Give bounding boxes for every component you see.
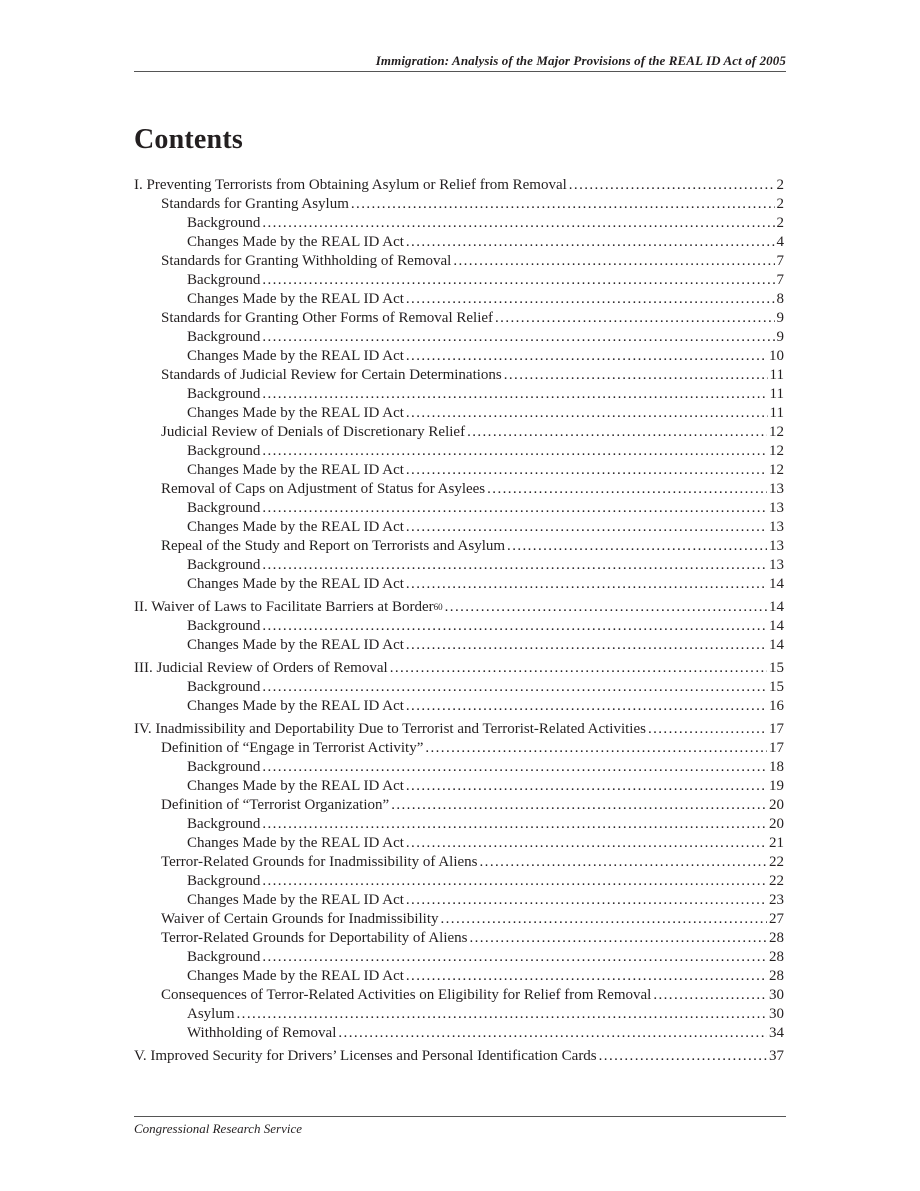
dot-leader <box>262 385 767 404</box>
toc-entry[interactable] <box>134 910 784 929</box>
dot-leader <box>648 720 767 739</box>
toc-entry-label: Changes Made by the REAL ID Act <box>187 698 404 714</box>
toc-entry-page: 13 <box>769 519 784 535</box>
toc-entry[interactable] <box>134 948 784 967</box>
footer-rule <box>134 1116 786 1117</box>
page-title: Contents <box>134 124 243 155</box>
toc-entry-label: III. Judicial Review of Orders of Removal <box>134 660 388 676</box>
toc-entry-label: Changes Made by the REAL ID Act <box>187 462 404 478</box>
toc-entry-page: 20 <box>769 797 784 813</box>
dot-leader <box>406 347 767 366</box>
toc-entry-page: 27 <box>769 911 784 927</box>
toc-entry-page: 7 <box>776 253 784 269</box>
dot-leader <box>406 518 767 537</box>
toc-entry[interactable] <box>134 796 784 815</box>
dot-leader <box>406 233 775 252</box>
dot-leader <box>406 697 767 716</box>
toc-entry-label: Terror-Related Grounds for Inadmissibility of Aliens <box>161 854 478 870</box>
toc-entry[interactable] <box>134 366 784 385</box>
toc-entry-page: 9 <box>776 310 784 326</box>
toc-entry[interactable] <box>134 986 784 1005</box>
toc-entry[interactable] <box>134 967 784 986</box>
toc-entry-page: 12 <box>769 462 784 478</box>
toc-entry-page: 12 <box>769 443 784 459</box>
toc-entry[interactable]: II. Waiver of Laws to Facilitate Barriers at Border $^{60}$ ..... 14 <box>134 598 784 617</box>
toc-entry-label: Removal of Caps on Adjustment of Status for Asylees <box>161 481 486 497</box>
toc-entry-label: Changes Made by the REAL ID Act <box>187 234 404 250</box>
toc-entry-page: 12 <box>769 424 784 440</box>
toc-entry-page: 28 <box>769 930 784 946</box>
toc-entry[interactable] <box>134 678 784 697</box>
header-rule <box>134 71 786 72</box>
dot-leader <box>262 758 767 777</box>
toc-entry[interactable] <box>134 556 784 575</box>
toc-entry-label: Background <box>187 272 261 288</box>
toc-entry-page: 11 <box>769 405 784 421</box>
dot-leader <box>653 986 767 1005</box>
toc-entry-page: 30 <box>769 987 784 1003</box>
toc-entry[interactable] <box>134 385 784 404</box>
toc-entry-page: 13 <box>769 481 784 497</box>
toc-entry-page: 4 <box>776 234 784 250</box>
dot-leader <box>262 948 767 967</box>
toc-entry-page: 22 <box>769 854 784 870</box>
toc-entry-label: Standards for Granting Withholding of Removal <box>161 253 452 269</box>
toc-entry-label: Repeal of the Study and Report on Terrorists and Asylum <box>161 538 506 554</box>
toc-entry-label: Background <box>187 949 261 965</box>
toc-entry[interactable] <box>134 1005 784 1024</box>
toc-entry-label: Background <box>187 759 261 775</box>
toc-entry-page: 30 <box>769 1006 784 1022</box>
toc-entry-page: 14 <box>769 576 784 592</box>
toc-entry-page: 13 <box>769 538 784 554</box>
toc-entry-label: Changes Made by the REAL ID Act <box>187 892 404 908</box>
toc-entry-label: II. Waiver of Laws to Facilitate Barriers at Border <box>134 599 434 615</box>
dot-leader <box>406 461 767 480</box>
toc-entry-label: Changes Made by the REAL ID Act <box>187 291 404 307</box>
dot-leader <box>262 815 767 834</box>
toc-entry[interactable] <box>134 252 784 271</box>
toc-entry-label: Changes Made by the REAL ID Act <box>187 519 404 535</box>
toc-entry-label: Definition of “Engage in Terrorist Activity” <box>161 740 424 756</box>
toc-entry[interactable] <box>134 758 784 777</box>
dot-leader <box>262 442 767 461</box>
dot-leader <box>262 678 767 697</box>
toc-entry-page: 11 <box>769 386 784 402</box>
toc-entry-page: 22 <box>769 873 784 889</box>
dot-leader <box>425 739 767 758</box>
toc-entry-page: 18 <box>769 759 784 775</box>
toc-entry-page: 2 <box>776 177 784 193</box>
dot-leader <box>391 796 767 815</box>
toc-entry-page: 20 <box>769 816 784 832</box>
dot-leader <box>262 872 767 891</box>
dot-leader <box>262 271 774 290</box>
toc-entry-page: 15 <box>769 660 784 676</box>
toc-entry[interactable] <box>134 271 784 290</box>
toc-entry[interactable] <box>134 617 784 636</box>
toc-entry[interactable] <box>134 815 784 834</box>
toc-entry[interactable] <box>134 461 784 480</box>
toc-entry-page: 7 <box>776 272 784 288</box>
dot-leader <box>262 214 774 233</box>
toc-entry[interactable] <box>134 1047 784 1066</box>
dot-leader <box>237 1005 767 1024</box>
dot-leader <box>406 636 767 655</box>
toc-entry[interactable] <box>134 404 784 423</box>
toc-entry[interactable] <box>134 328 784 347</box>
dot-leader <box>406 290 775 309</box>
toc-entry[interactable] <box>134 309 784 328</box>
toc-entry[interactable] <box>134 499 784 518</box>
toc-entry[interactable] <box>134 1024 784 1043</box>
toc-entry-label: Changes Made by the REAL ID Act <box>187 348 404 364</box>
dot-leader <box>495 309 774 328</box>
toc-entry-page: 28 <box>769 968 784 984</box>
toc-entry-label: Terror-Related Grounds for Deportability of Aliens <box>161 930 468 946</box>
toc-entry-label: Background <box>187 386 261 402</box>
toc-entry[interactable] <box>134 537 784 556</box>
toc-entry-page: 10 <box>769 348 784 364</box>
toc-entry-page: 2 <box>776 196 784 212</box>
toc-entry-page: 13 <box>769 557 784 573</box>
toc-entry-page: 11 <box>769 367 784 383</box>
toc-entry-label: Standards for Granting Asylum <box>161 196 349 212</box>
toc-entry-label: Changes Made by the REAL ID Act <box>187 405 404 421</box>
dot-leader <box>406 575 767 594</box>
toc-entry[interactable] <box>134 777 784 796</box>
dot-leader <box>469 929 767 948</box>
dot-leader <box>467 423 767 442</box>
dot-leader <box>262 617 767 636</box>
toc-entry-label: Changes Made by the REAL ID Act <box>187 778 404 794</box>
toc-entry-page: 34 <box>769 1025 784 1041</box>
dot-leader <box>262 328 774 347</box>
toc-entry[interactable] <box>134 575 784 594</box>
toc-entry-label: Background <box>187 443 261 459</box>
toc-entry-page: 2 <box>776 215 784 231</box>
dot-leader <box>504 366 768 385</box>
toc-entry-page: 8 <box>776 291 784 307</box>
toc-entry-label: Background <box>187 500 261 516</box>
toc-entry-label: Changes Made by the REAL ID Act <box>187 576 404 592</box>
dot-leader <box>406 891 767 910</box>
dot-leader <box>445 598 767 617</box>
toc-entry-label: Consequences of Terror-Related Activities on Eligibility for Relief from Removal <box>161 987 652 1003</box>
toc-entry-page: 28 <box>769 949 784 965</box>
dot-leader <box>453 252 774 271</box>
dot-leader <box>599 1047 767 1066</box>
toc-entry-label: Background <box>187 873 261 889</box>
toc-entry[interactable] <box>134 176 784 195</box>
toc-entry-label: Standards for Granting Other Forms of Removal Relief <box>161 310 494 326</box>
dot-leader <box>487 480 767 499</box>
toc-entry[interactable] <box>134 423 784 442</box>
running-header: Immigration: Analysis of the Major Provisions of the REAL ID Act of 2005 <box>375 53 786 68</box>
dot-leader <box>262 499 767 518</box>
toc-entry-label: Asylum <box>187 1006 235 1022</box>
toc-entry-page: 23 <box>769 892 784 908</box>
toc-entry-page: 21 <box>769 835 784 851</box>
toc-entry-label: Background <box>187 679 261 695</box>
toc-entry[interactable] <box>134 347 784 366</box>
toc-entry-label: Standards of Judicial Review for Certain Determinations <box>161 367 502 383</box>
toc-entry[interactable] <box>134 636 784 655</box>
toc-entry-page: 14 <box>769 637 784 653</box>
dot-leader <box>441 910 768 929</box>
toc-entry[interactable] <box>134 872 784 891</box>
toc-entry-label: Background <box>187 215 261 231</box>
toc-entry[interactable] <box>134 853 784 872</box>
toc-entry-page: 14 <box>769 599 784 615</box>
toc-entry-page: 15 <box>769 679 784 695</box>
toc-entry-label: Judicial Review of Denials of Discretionary Relief <box>161 424 466 440</box>
dot-leader <box>390 659 767 678</box>
toc-entry[interactable] <box>134 659 784 678</box>
dot-leader <box>262 556 767 575</box>
toc-entry[interactable] <box>134 195 784 214</box>
toc-entry[interactable] <box>134 214 784 233</box>
toc-entry[interactable] <box>134 518 784 537</box>
toc-entry-page: 16 <box>769 698 784 714</box>
dot-leader <box>338 1024 767 1043</box>
toc-entry-page: 14 <box>769 618 784 634</box>
dot-leader <box>351 195 775 214</box>
dot-leader <box>569 176 775 195</box>
toc-entry-label: Changes Made by the REAL ID Act <box>187 835 404 851</box>
dot-leader <box>406 404 768 423</box>
toc-entry-page: 17 <box>769 721 784 737</box>
toc-entry-label: Background <box>187 329 261 345</box>
dot-leader <box>406 967 767 986</box>
toc-entry-label: IV. Inadmissibility and Deportability Due to Terrorist and Terrorist-Related Activities <box>134 721 646 737</box>
toc-entry-label: Changes Made by the REAL ID Act <box>187 637 404 653</box>
toc-entry-label: Withholding of Removal <box>187 1025 337 1041</box>
toc-entry-label: V. Improved Security for Drivers’ Licenses and Personal Identification Cards <box>134 1048 597 1064</box>
toc-entry[interactable] <box>134 233 784 252</box>
toc-entry[interactable] <box>134 290 784 309</box>
toc-entry-label: I. Preventing Terrorists from Obtaining Asylum or Relief from Removal <box>134 177 567 193</box>
toc-entry[interactable] <box>134 480 784 499</box>
dot-leader <box>480 853 767 872</box>
toc-entry-label: Waiver of Certain Grounds for Inadmissibility <box>161 911 439 927</box>
toc-entry[interactable] <box>134 739 784 758</box>
toc-entry-page: 37 <box>769 1048 784 1064</box>
toc-entry-label: Background <box>187 816 261 832</box>
toc-entry-page: 19 <box>769 778 784 794</box>
toc-entry-page: 17 <box>769 740 784 756</box>
toc-entry-page: 9 <box>776 329 784 345</box>
toc-entry-label: Changes Made by the REAL ID Act <box>187 968 404 984</box>
toc-entry[interactable] <box>134 891 784 910</box>
toc-entry-label: Background <box>187 618 261 634</box>
toc-entry-page: 13 <box>769 500 784 516</box>
toc-entry[interactable] <box>134 697 784 716</box>
table-of-contents <box>134 176 784 1066</box>
dot-leader <box>406 777 767 796</box>
running-footer: Congressional Research Service <box>134 1121 302 1136</box>
toc-entry[interactable] <box>134 720 784 739</box>
toc-entry-label: Definition of “Terrorist Organization” <box>161 797 390 813</box>
dot-leader <box>507 537 767 556</box>
toc-entry-label: Background <box>187 557 261 573</box>
dot-leader <box>406 834 767 853</box>
toc-entry[interactable] <box>134 929 784 948</box>
toc-entry[interactable] <box>134 834 784 853</box>
toc-entry[interactable] <box>134 442 784 461</box>
